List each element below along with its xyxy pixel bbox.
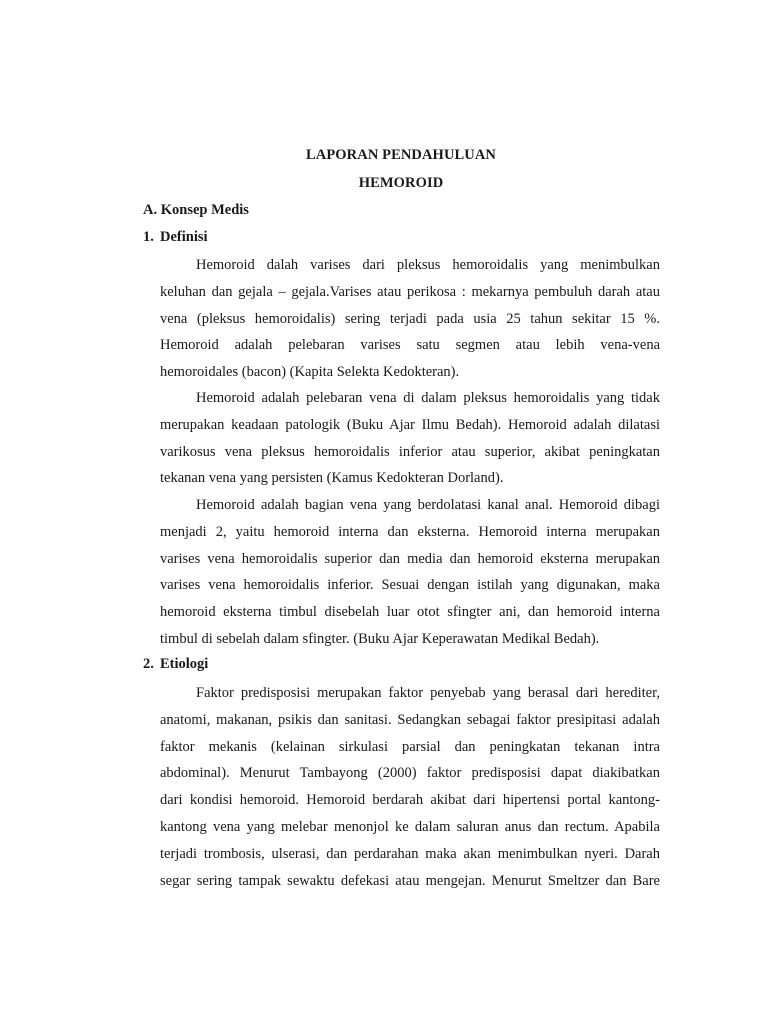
text-line: hemoroidales (bacon) (Kapita Selekta Kedokteran). bbox=[160, 364, 460, 381]
paragraph-definisi-2 bbox=[160, 385, 660, 492]
text-line: Faktor predisposisi merupakan faktor penyebab yang berasal dari herediter, bbox=[196, 685, 660, 701]
text-line: merupakan keadaan patologik (Buku Ajar Ilmu Bedah). Hemoroid adalah dilatasi bbox=[160, 416, 660, 433]
subsection-number-etiologi: 2. bbox=[143, 656, 154, 672]
text-line: Hemoroid adalah bagian vena yang berdolatasi kanal anal. Hemoroid dibagi bbox=[196, 497, 660, 513]
subsection-heading-definisi: Definisi bbox=[160, 229, 208, 245]
text-line: anatomi, makanan, psikis dan sanitasi. Sedangkan sebagai faktor presipitasi adalah bbox=[160, 711, 660, 728]
text-line: abdominal). Menurut Tambayong (2000) faktor predisposisi dapat diakibatkan bbox=[160, 765, 660, 782]
text-line: vena (pleksus hemoroidalis) sering terjadi pada usia 25 tahun sekitar 15 %. bbox=[160, 310, 660, 327]
text-line: varikosus vena pleksus hemoroidalis inferior atau superior, akibat peningkatan bbox=[160, 443, 660, 460]
text-line: timbul di sebelah dalam sfingter. (Buku Ajar Keperawatan Medikal Bedah). bbox=[160, 630, 600, 647]
text-line: menjadi 2, yaitu hemoroid interna dan eksterna. Hemoroid interna merupakan bbox=[160, 523, 660, 540]
text-line: dari kondisi hemoroid. Hemoroid berdarah akibat dari hipertensi portal kantong- bbox=[160, 792, 660, 809]
text-line: Hemoroid dalah varises dari pleksus hemoroidalis yang menimbulkan bbox=[196, 257, 660, 273]
document-title: LAPORAN PENDAHULUAN bbox=[306, 147, 496, 163]
text-line: Hemoroid adalah pelebaran varises satu segmen atau lebih vena-vena bbox=[160, 337, 660, 354]
text-line: Hemoroid adalah pelebaran vena di dalam pleksus hemoroidalis yang tidak bbox=[196, 390, 660, 406]
text-line: tekanan vena yang persisten (Kamus Kedokteran Dorland). bbox=[160, 470, 504, 487]
text-line: keluhan dan gejala – gejala.Varises atau perikosa : mekarnya pembuluh darah atau bbox=[160, 283, 660, 300]
text-line: varises vena hemoroidalis inferior. Sesuai dengan istilah yang digunakan, maka bbox=[160, 577, 660, 594]
text-line: segar sering tampak sewaktu defekasi atau mengejan. Menurut Smeltzer dan Bare bbox=[160, 872, 660, 889]
section-heading-konsep-medis: A. Konsep Medis bbox=[143, 202, 249, 218]
text-line: varises vena hemoroidalis superior dan media dan hemoroid eksterna merupakan bbox=[160, 550, 660, 567]
subsection-heading-etiologi: Etiologi bbox=[160, 656, 209, 672]
subsection-number-definisi: 1. bbox=[143, 229, 154, 245]
paragraph-definisi-3 bbox=[160, 492, 660, 653]
paragraph-etiologi-1 bbox=[160, 680, 660, 894]
text-line: hemoroid eksterna timbul disebelah luar otot sfingter ani, dan hemoroid interna bbox=[160, 604, 660, 621]
text-line: terjadi trombosis, ulserasi, dan perdarahan maka akan menimbulkan nyeri. Darah bbox=[160, 845, 660, 862]
document-subtitle: HEMOROID bbox=[358, 175, 444, 191]
text-line: faktor mekanis (kelainan sirkulasi parsial dan peningkatan tekanan intra bbox=[160, 738, 660, 755]
text-line: kantong vena yang melebar menonjol ke dalam saluran anus dan rectum. Apabila bbox=[160, 818, 660, 835]
paragraph-definisi-1 bbox=[160, 252, 660, 386]
